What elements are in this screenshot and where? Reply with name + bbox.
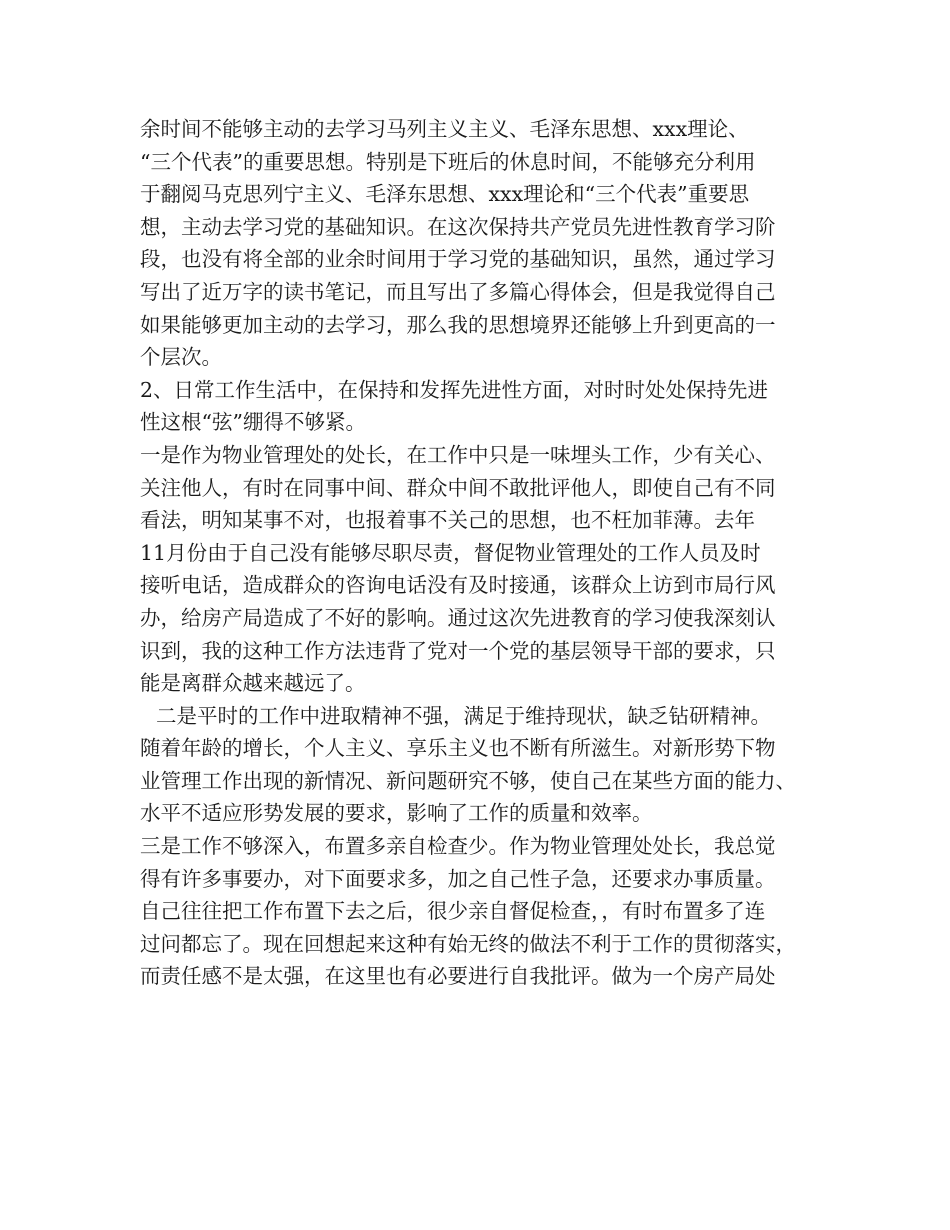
text-line: 性这根“弦”绷得不够紧。 — [140, 410, 366, 435]
text-line: 过问都忘了。现在回想起来这种有始无终的做法不利于工作的贯彻落实， — [140, 931, 796, 956]
text-line: 办，给房产局造成了不好的影响。通过这次先进教育的学习使我深刻认 — [140, 605, 776, 630]
text-line: 2、日常工作生活中，在保持和发挥先进性方面，对时时处处保持先进 — [140, 377, 769, 402]
text-line: 二是平时的工作中进取精神不强，满足于维持现状，缺乏钻研精神。 — [156, 703, 771, 728]
text-line: 于翻阅马克思列宁主义、毛泽东思想、xxx理论和“三个代表”重要思 — [140, 182, 750, 207]
text-line: 三是工作不够深入，布置多亲自检查少。作为物业管理处处长，我总觉 — [140, 834, 776, 859]
text-line: 写出了近万字的读书笔记，而且写出了多篇心得体会，但是我觉得自己 — [140, 279, 776, 304]
text-line: 一是作为物业管理处的处长，在工作中只是一味埋头工作，少有关心、 — [140, 442, 776, 467]
text-line: 而责任感不是太强，在这里也有必要进行自我批评。做为一个房产局处 — [140, 964, 776, 989]
text-line: 识到，我的这种工作方法违背了党对一个党的基层领导干部的要求，只 — [140, 638, 776, 663]
text-line: 接听电话，造成群众的咨询电话没有及时接通，该群众上访到市局行风 — [140, 573, 776, 598]
text-line: 自己往往把工作布置下去之后，很少亲自督促检查，，有时布置多了连 — [140, 899, 766, 924]
text-line: 个层次。 — [140, 345, 222, 370]
text-line: 关注他人，有时在同事中间、群众中间不敢批评他人，即使自己有不同 — [140, 475, 776, 500]
text-line: 得有许多事要办，对下面要求多，加之自己性子急，还要求办事质量。 — [140, 866, 776, 891]
text-line: 能是离群众越来越远了。 — [140, 671, 366, 696]
text-line: 如果能够更加主动的去学习，那么我的思想境界还能够上升到更高的一 — [140, 312, 776, 337]
text-line: 看法，明知某事不对，也报着事不关己的思想，也不枉加菲薄。去年 — [140, 508, 755, 533]
body-text — [140, 113, 850, 993]
text-line: 水平不适应形势发展的要求，影响了工作的质量和效率。 — [140, 801, 653, 826]
text-line: 11月份由于自己没有能够尽职尽责，督促物业管理处的工作人员及时 — [140, 540, 761, 565]
text-line: 余时间不能够主动的去学习马列主义主义、毛泽东思想、xxx理论、 — [140, 117, 749, 141]
text-line: 想，主动去学习党的基础知识。在这次保持共产党员先进性教育学习阶 — [140, 214, 776, 239]
text-line: 随着年龄的增长，个人主义、享乐主义也不断有所滋生。对新形势下物 — [140, 736, 776, 761]
text-line: 段，也没有将全部的业余时间用于学习党的基础知识，虽然，通过学习 — [140, 247, 776, 272]
text-line: 业管理工作出现的新情况、新问题研究不够，使自己在某些方面的能力、 — [140, 768, 796, 793]
text-line: “三个代表”的重要思想。特别是下班后的休息时间，不能够充分利用 — [140, 149, 756, 174]
